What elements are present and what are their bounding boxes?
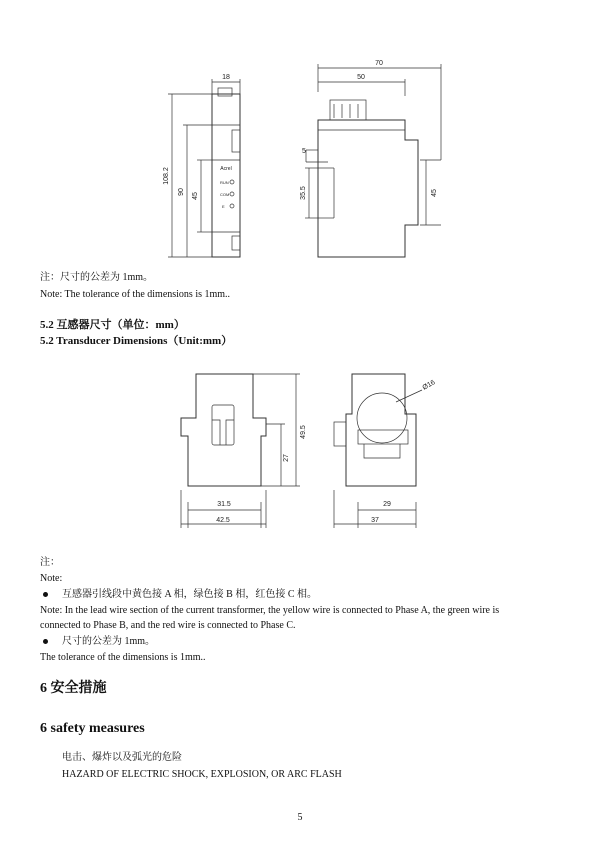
dim-side-total-height: 108.2 [163, 167, 170, 185]
bullet-dot-2 [43, 639, 48, 644]
bullet-dot-1 [43, 592, 48, 597]
notes2-label-cn: 注： [40, 557, 60, 568]
bullet2-en: The tolerance of the dimensions is 1mm.. [40, 652, 206, 663]
bullet1-en-line2: connected to Phase B, and the red wire is connected to Phase C. [40, 620, 296, 631]
dim-side-body-height: 90 [178, 188, 185, 196]
dim-side-window-height: 45 [192, 192, 199, 200]
dim-side-width: 18 [222, 74, 230, 81]
dim-front-right-height: 45 [431, 189, 438, 197]
meter-dimension-drawing [0, 0, 600, 270]
dim-ct-inner-width: 31.5 [217, 501, 231, 508]
bullet1-cn-text: 互感器引线段中黄色接 A 相，绿色接 B 相，红色接 C 相。 [62, 589, 318, 600]
indicator-run: RUN [220, 180, 229, 185]
page-number: 5 [297, 812, 303, 823]
dim-front-inner-width: 50 [357, 74, 365, 81]
note1-en: Note: The tolerance of the dimensions is 1mm.. [40, 289, 231, 300]
bullet1-cn [40, 588, 317, 601]
section-5-2-title-en: 5.2 Transducer Dimensions（Unit:mm） [40, 335, 233, 347]
section-5-2-title-cn: 5.2 互感器尺寸（单位：mm） [40, 319, 185, 331]
transducer-dimension-drawing [0, 360, 600, 535]
hazard-en: HAZARD OF ELECTRIC SHOCK, EXPLOSION, OR ARC FLASH [62, 769, 342, 780]
bullet2-cn [40, 635, 155, 648]
dim-ct-outer-width: 42.5 [216, 517, 230, 524]
note1-cn: 注：尺寸的公差为 1mm。 [40, 272, 154, 283]
dim-ct-diameter: Ø16 [421, 379, 437, 392]
indicator-com: COM [220, 192, 230, 197]
brand-label: Acrel [220, 166, 232, 172]
section-6-title-en: 6 safety measures [40, 721, 145, 736]
dim-ct-right-outer-width: 37 [371, 517, 379, 524]
bullet1-en-line1: Note: In the lead wire section of the current transformer, the yellow wire is connected to Phase A, the green wire is [40, 605, 500, 616]
notes2-label-en: Note: [40, 573, 63, 584]
indicator-e: E [222, 204, 225, 209]
dim-ct-lower-height: 27 [283, 454, 290, 462]
dim-front-base-height: 35.5 [300, 186, 307, 200]
bullet2-cn-text: 尺寸的公差为 1mm。 [62, 636, 156, 647]
dim-ct-total-height: 49.5 [300, 425, 307, 439]
dim-front-step: 5 [302, 148, 306, 155]
section-6-title-cn: 6 安全措施 [40, 681, 107, 696]
dim-front-total-width: 70 [375, 60, 383, 67]
hazard-cn: 电击、爆炸以及弧光的危险 [62, 752, 182, 763]
dim-ct-right-inner-width: 29 [383, 501, 391, 508]
